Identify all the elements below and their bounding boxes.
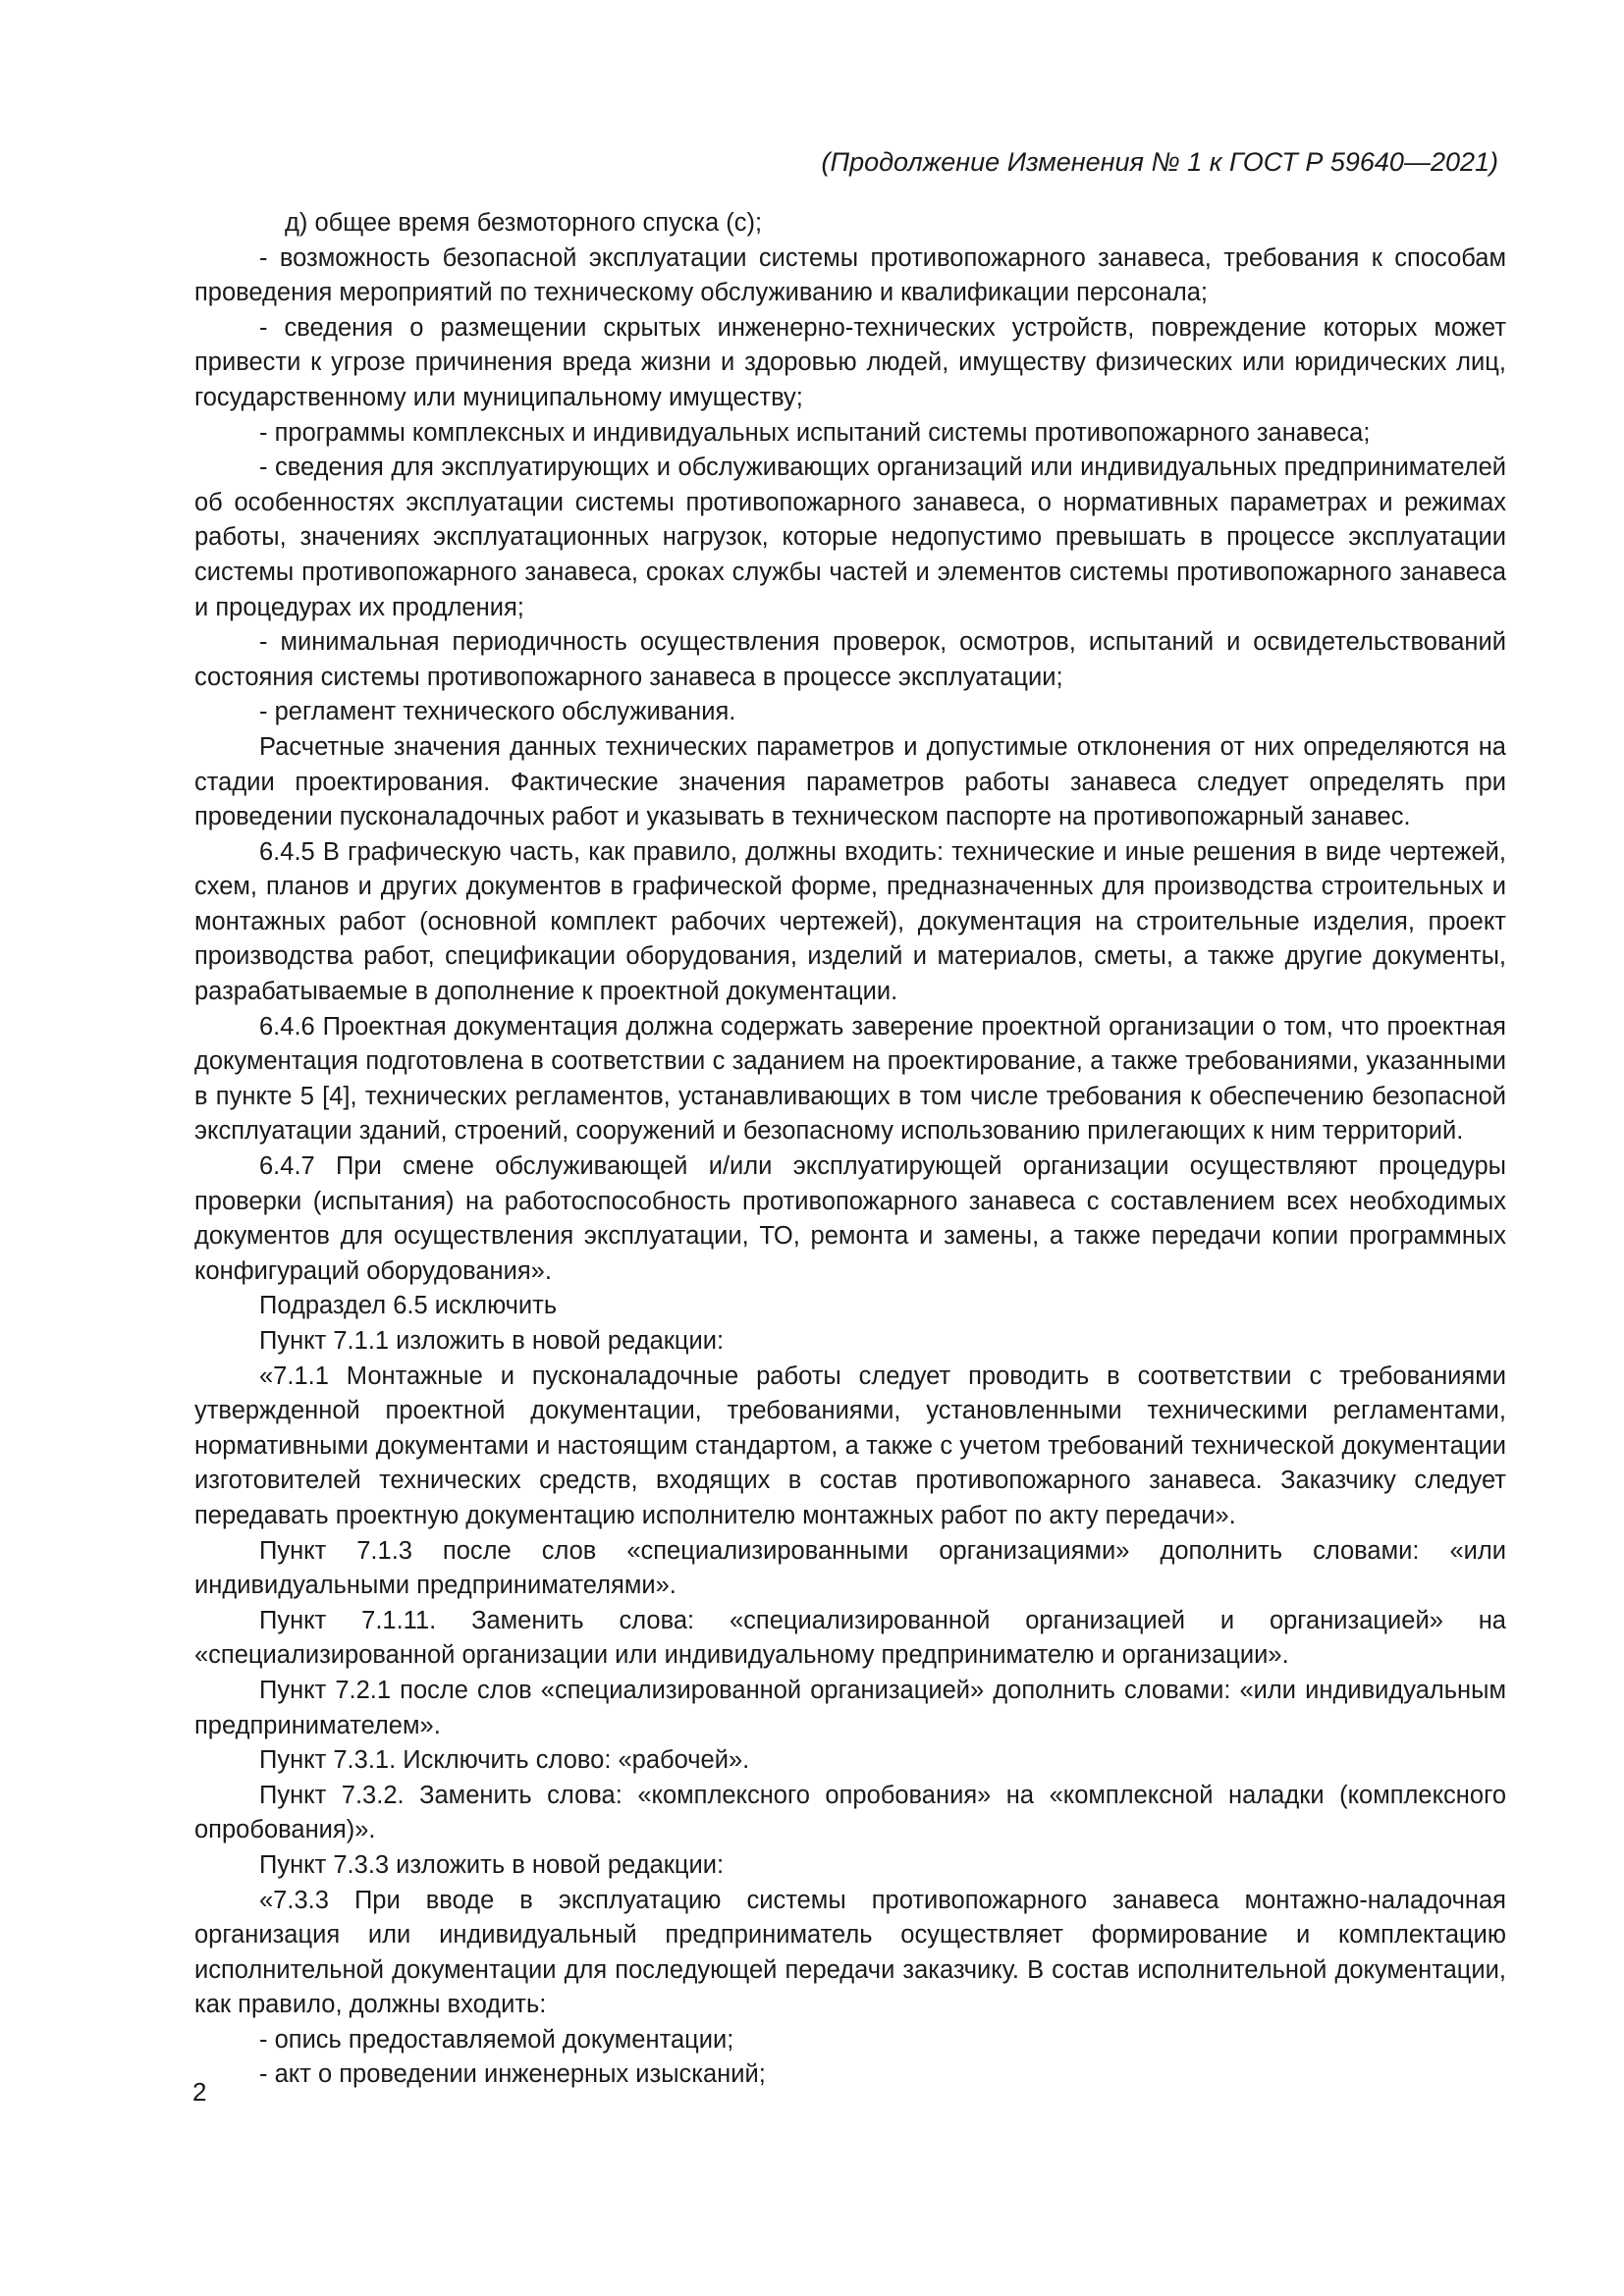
document-body bbox=[194, 206, 1506, 2093]
paragraph-6-4-5: 6.4.5 В графическую часть, как правило, должны входить: технические и иные решения в виде чертежей, схем, планов и других документов в графической форме, предназначенных для производства строительных и монтажных работ (основной комплект рабочих чертежей), документация на строительные изделия, проект производства работ, спецификации оборудования, изделий и материалов, сметы, а также другие документы, разрабатываемые в дополнение к проектной документации. bbox=[194, 837, 1506, 1006]
paragraph-7-3-1: Пункт 7.3.1. Исключить слово: «рабочей». bbox=[259, 1746, 750, 1775]
paragraph-operation-info: - сведения для эксплуатирующих и обслуживающих организаций или индивидуальных предпринимателей об особенностях эксплуатации системы противопожарного занавеса, о нормативных параметрах и режимах работы, значениях эксплуатационных нагрузок, которые недопустимо превышать в процессе эксплуатации системы противопожарного занавеса, сроках службы частей и элементов системы противопожарного занавеса и процедурах их продления; bbox=[194, 454, 1506, 621]
paragraph-7-1-1: «7.1.1 Монтажные и пусконаладочные работы следует проводить в соответствии с требованиями утвержденной проектной документации, требованиями, установленными техническими регламентами, нормативными документами и настоящим стандартом, а также с учетом требований технической документации изготовителей технических средств, входящих в состав противопожарного занавеса. Заказчику следует передавать проектную документацию исполнителю монтажных работ по акту передачи». bbox=[194, 1362, 1506, 1529]
paragraph-documents-inventory: - опись предоставляемой документации; bbox=[259, 2025, 734, 2054]
paragraph-item-7-3-3-intro: Пункт 7.3.3 изложить в новой редакции: bbox=[259, 1850, 725, 1879]
paragraph-subsection-6-5: Подраздел 6.5 исключить bbox=[259, 1292, 558, 1320]
paragraph-survey-act: - акт о проведении инженерных изысканий; bbox=[259, 2060, 766, 2089]
paragraph-maintenance-schedule: - регламент технического обслуживания. bbox=[259, 698, 736, 726]
paragraph-6-4-7: 6.4.7 При смене обслуживающей и/или эксплуатирующей организации осуществляют процедуры проверки (испытания) на работоспособность противопожарного занавеса с составлением всех необходимых документов для осуществления эксплуатации, ТО, ремонта и замены, а также передачи копии программных конфигураций оборудования». bbox=[194, 1152, 1506, 1285]
paragraph-safe-operation: - возможность безопасной эксплуатации системы противопожарного занавеса, требования к способам проведения мероприятий по техническому обслуживанию и квалификации персонала; bbox=[194, 243, 1506, 307]
paragraph-7-1-11: Пункт 7.1.11. Заменить слова: «специализированной организацией и организацией» на «специализированной организации или индивидуальному предпринимателю и организации». bbox=[194, 1606, 1506, 1670]
paragraph-test-programs: - программы комплексных и индивидуальных испытаний системы противопожарного занавеса; bbox=[259, 418, 1371, 447]
continuation-header: (Продолжение Изменения № 1 к ГОСТ Р 59640—2021) bbox=[821, 147, 1498, 177]
paragraph-list-item-d: д) общее время безмоторного спуска (с); bbox=[285, 209, 763, 237]
paragraph-item-7-1-1-intro: Пункт 7.1.1 изложить в новой редакции: bbox=[259, 1327, 725, 1355]
paragraph-7-3-3: «7.3.3 При вводе в эксплуатацию системы противопожарного занавеса монтажно-наладочная организация или индивидуальный предприниматель осуществляет формирование и комплектацию исполнительной документации для последующей передачи заказчику. В состав исполнительной документации, как правило, должны входить: bbox=[194, 1886, 1506, 2019]
paragraph-7-1-3: Пункт 7.1.3 после слов «специализированными организациями» дополнить словами: «или индивидуальными предпринимателями». bbox=[194, 1536, 1506, 1600]
paragraph-hidden-devices: - сведения о размещении скрытых инженерно-технических устройств, повреждение которых может привести к угрозе причинения вреда жизни и здоровью людей, имуществу физических или юридических лиц, государственному или муниципальному имуществу; bbox=[194, 313, 1506, 411]
paragraph-7-2-1: Пункт 7.2.1 после слов «специализированной организацией» дополнить словами: «или индивидуальным предпринимателем». bbox=[194, 1676, 1506, 1739]
paragraph-design-values: Расчетные значения данных технических параметров и допустимые отклонения от них определяются на стадии проектирования. Фактические значения параметров работы занавеса следует определять при проведении пусконаладочных работ и указывать в техническом паспорте на противопожарный занавес. bbox=[194, 732, 1506, 831]
paragraph-6-4-6: 6.4.6 Проектная документация должна содержать заверение проектной организации о том, что проектная документация подготовлена в соответствии с заданием на проектирование, а также требованиями, указанными в пункте 5 [4], технических регламентов, устанавливающих в том числе требования к обеспечению безопасной эксплуатации зданий, строений, сооружений и безопасному использованию прилегающих к ним территорий. bbox=[194, 1012, 1506, 1146]
paragraph-inspection-frequency: - минимальная периодичность осуществления проверок, осмотров, испытаний и освидетельствований состояния системы противопожарного занавеса в процессе эксплуатации; bbox=[194, 628, 1506, 691]
paragraph-7-3-2: Пункт 7.3.2. Заменить слова: «комплексного опробования» на «комплексной наладки (комплексного опробования)». bbox=[194, 1781, 1506, 1844]
page-number: 2 bbox=[192, 2077, 207, 2107]
